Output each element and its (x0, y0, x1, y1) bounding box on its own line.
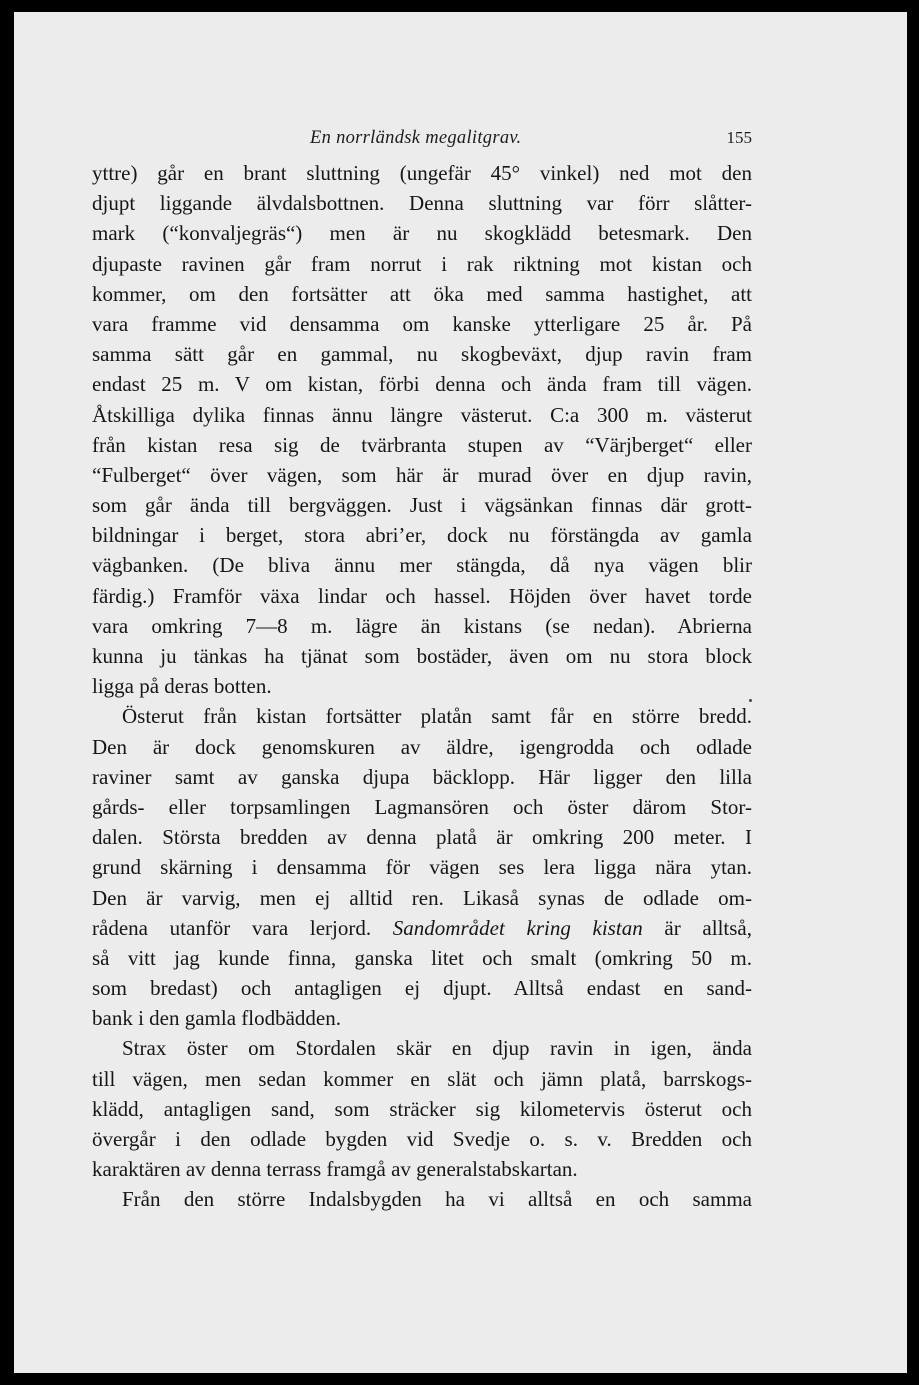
text-line: klädd, antagligen sand, som sträcker sig kilometervis österut och (92, 1096, 752, 1121)
text-segment: är alltså, (642, 915, 752, 940)
text-line: från kistan resa sig de tvärbranta stupen av “Värjberget“ eller (92, 432, 752, 457)
text-line: som bredast) och antagligen ej djupt. Alltså endast en sand- (92, 976, 752, 1001)
text-line: raviner samt av ganska djupa bäcklopp. Här ligger den lilla (92, 764, 752, 789)
text-line: djupaste ravinen går fram norrut i rak riktning mot kistan och (92, 251, 752, 276)
text-line: Den är dock genomskuren av äldre, igengrodda och odlade (92, 734, 752, 759)
text-line: till vägen, men sedan kommer en slät och jämn platå, barrskogs- (92, 1066, 752, 1091)
text-line: Den är varvig, men ej alltid ren. Likaså synas de odlade om- (92, 885, 752, 910)
text-line: bildningar i berget, stora abri’er, dock nu förstängda av gamla (92, 523, 752, 548)
text-line: Österut från kistan fortsätter platån samt får en större bredd. (122, 704, 752, 729)
paragraph-3 (92, 1033, 752, 1184)
text-line: vägbanken. (De bliva ännu mer stängda, då nya vägen blir (92, 553, 752, 578)
running-head: En norrländsk megalitgrav. (310, 128, 522, 148)
italic-emphasis: Sandområdet kring kistan (392, 915, 643, 940)
text-line: kunna ju tänkas ha tjänat som bostäder, även om nu stora block (92, 644, 752, 668)
text-line: mark (“konvaljegräs“) men är nu skogklädd betesmark. Den (92, 221, 752, 246)
text-line: Från den större Indalsbygden ha vi alltså en och samma (122, 1187, 752, 1212)
text-line: övergår i den odlade bygden vid Svedje o. s. v. Bredden och (92, 1127, 752, 1151)
scan-speck (749, 699, 752, 702)
text-line: vara omkring 7—8 m. lägre än kistans (se nedan). Abrierna (92, 613, 752, 638)
text-line: endast 25 m. V om kistan, förbi denna och ända fram till vägen. (92, 372, 752, 397)
text-line: bank i den gamla flodbädden. (92, 1006, 342, 1031)
text-line: kommer, om den fortsätter att öka med samma hastighet, att (92, 281, 752, 306)
text-segment: rådena utanför vara lerjord. (92, 915, 393, 940)
text-line: Strax öster om Stordalen skär en djup ravin in igen, ända (122, 1036, 752, 1061)
text-line: grund skärning i densamma för vägen ses lera ligga nära ytan. (92, 855, 752, 880)
paragraph-1 (92, 158, 752, 701)
text-line: så vitt jag kunde finna, ganska litet och smalt (omkring 50 m. (92, 945, 752, 970)
text-line: “Fulberget“ över vägen, som här är murad över en djup ravin, (92, 462, 752, 487)
text-line: gårds- eller torpsamlingen Lagmansören och öster därom Stor- (92, 794, 752, 819)
text-line: samma sätt går en gammal, nu skogbeväxt, djup ravin fram (92, 342, 752, 367)
text-line: yttre) går en brant sluttning (ungefär 45° vinkel) ned mot den (92, 161, 752, 185)
text-line: vara framme vid densamma om kanske ytterligare 25 år. På (92, 311, 752, 336)
text-line: som går ända till bergväggen. Just i vägsänkan finnas där grott- (92, 493, 752, 518)
page-header (92, 122, 752, 152)
text-line: färdig.) Framför växa lindar och hassel. Höjden över havet torde (92, 583, 752, 608)
page-number: 155 (726, 128, 752, 147)
text-line: djupt liggande älvdalsbottnen. Denna sluttning var förr slåtter- (92, 191, 752, 216)
text-line-with-italic (92, 913, 752, 943)
paragraph-4 (92, 1184, 752, 1214)
paragraph-2 (92, 701, 752, 1033)
text-line: karaktären av denna terrass framgå av generalstabskartan. (92, 1157, 578, 1182)
text-line: ligga på deras botten. (92, 674, 272, 699)
body-text (92, 158, 752, 1215)
text-line: dalen. Största bredden av denna platå är omkring 200 meter. I (92, 825, 752, 850)
text-line: Åtskilliga dylika finnas ännu längre västerut. C:a 300 m. västerut (92, 402, 752, 427)
